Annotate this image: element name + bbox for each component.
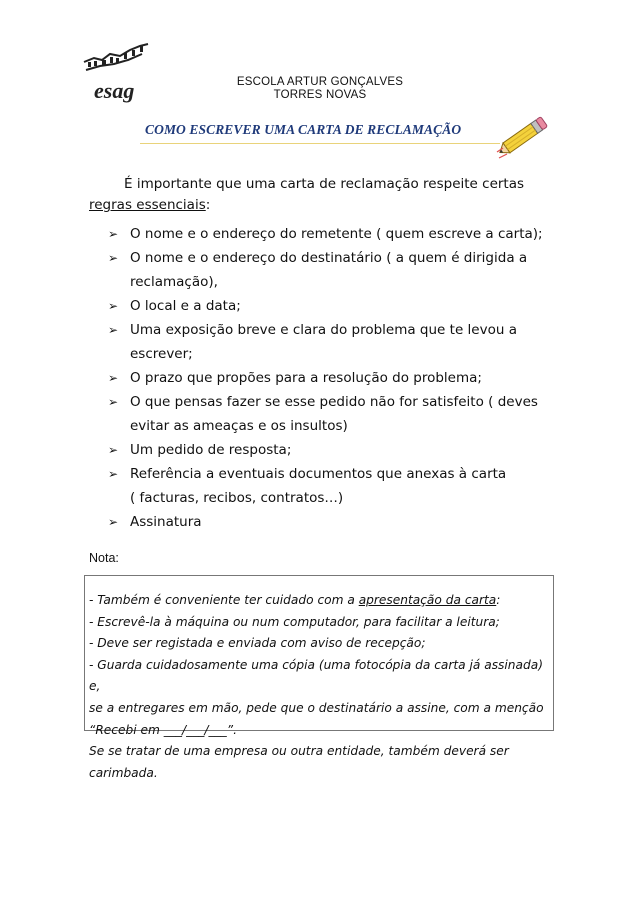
note-line1-underlined: apresentação da carta <box>358 593 497 607</box>
list-item-line: O local e a data; <box>130 298 241 314</box>
list-item-line: O nome e o endereço do remetente ( quem escreve a carta); <box>130 226 543 242</box>
school-logo <box>80 40 160 104</box>
rules-list <box>108 222 548 534</box>
arrow-bullet-icon: ➢ <box>108 251 119 265</box>
list-item <box>108 438 548 462</box>
intro-paragraph <box>89 174 529 216</box>
list-item <box>108 222 548 246</box>
note-line: - Deve ser registada e enviada com aviso de recepção; <box>89 636 426 651</box>
list-item-line: O prazo que propões para a resolução do problema; <box>130 370 482 386</box>
list-item-line: O que pensas fazer se esse pedido não for satisfeito ( deves <box>130 394 538 410</box>
arrow-bullet-icon: ➢ <box>108 371 119 385</box>
note-line: se a entregares em mão, pede que o destinatário a assine, com a menção <box>89 700 544 715</box>
list-item <box>108 318 548 366</box>
page-title: COMO ESCREVER UMA CARTA DE RECLAMAÇÃO <box>145 122 462 137</box>
list-item-line: escrever; <box>130 346 193 362</box>
school-name-line1: ESCOLA ARTUR GONÇALVES <box>236 76 404 88</box>
intro-underlined: regras essenciais <box>89 197 206 213</box>
note-text <box>89 590 549 784</box>
list-item <box>108 246 548 294</box>
list-item-line: O nome e o endereço do destinatário ( a quem é dirigida a <box>130 250 528 266</box>
list-item-line: reclamação), <box>130 274 218 290</box>
list-item <box>108 366 548 390</box>
list-item <box>108 510 548 534</box>
title-underline <box>140 143 500 144</box>
list-item-line: Referência a eventuais documentos que anexas à carta <box>130 466 507 482</box>
list-item-line: Uma exposição breve e clara do problema que te levou a <box>130 322 517 338</box>
logo-text: esag <box>94 78 135 103</box>
list-item-line: Um pedido de resposta; <box>130 442 292 458</box>
school-name-line2: TORRES NOVAS <box>273 89 367 101</box>
arrow-bullet-icon: ➢ <box>108 323 119 337</box>
list-item <box>108 294 548 318</box>
list-item-line: Assinatura <box>130 514 202 530</box>
arrow-bullet-icon: ➢ <box>108 515 119 529</box>
note-line: carimbada. <box>89 765 158 780</box>
arrow-bullet-icon: ➢ <box>108 443 119 457</box>
note-line: - Guarda cuidadosamente uma cópia (uma fotocópia da carta já assinada) e, <box>89 657 543 694</box>
note-line: Se se tratar de uma empresa ou outra entidade, também deverá ser <box>89 744 509 759</box>
note-line: - Escrevê-la à máquina ou num computador, para facilitar a leitura; <box>89 614 500 629</box>
pencil-icon <box>493 112 551 162</box>
school-name <box>200 76 440 102</box>
intro-colon: : <box>205 197 211 213</box>
list-item <box>108 462 548 510</box>
note-line1-post: : <box>496 593 501 607</box>
list-item-line: ( facturas, recibos, contratos…) <box>130 490 344 506</box>
nota-label: Nota: <box>89 551 119 565</box>
note-line: “Recebi em ___/___/___”. <box>89 722 237 737</box>
list-item <box>108 390 548 438</box>
note-line1-pre: - Também é conveniente ter cuidado com a <box>89 593 359 607</box>
intro-line1: É importante que uma carta de reclamação respeite certas <box>124 176 525 192</box>
arrow-bullet-icon: ➢ <box>108 467 119 481</box>
arrow-bullet-icon: ➢ <box>108 395 119 409</box>
arrow-bullet-icon: ➢ <box>108 227 119 241</box>
arrow-bullet-icon: ➢ <box>108 299 119 313</box>
list-item-line: evitar as ameaças e os insultos) <box>130 418 348 434</box>
intro-line2 <box>89 195 529 216</box>
note-line <box>89 590 549 612</box>
